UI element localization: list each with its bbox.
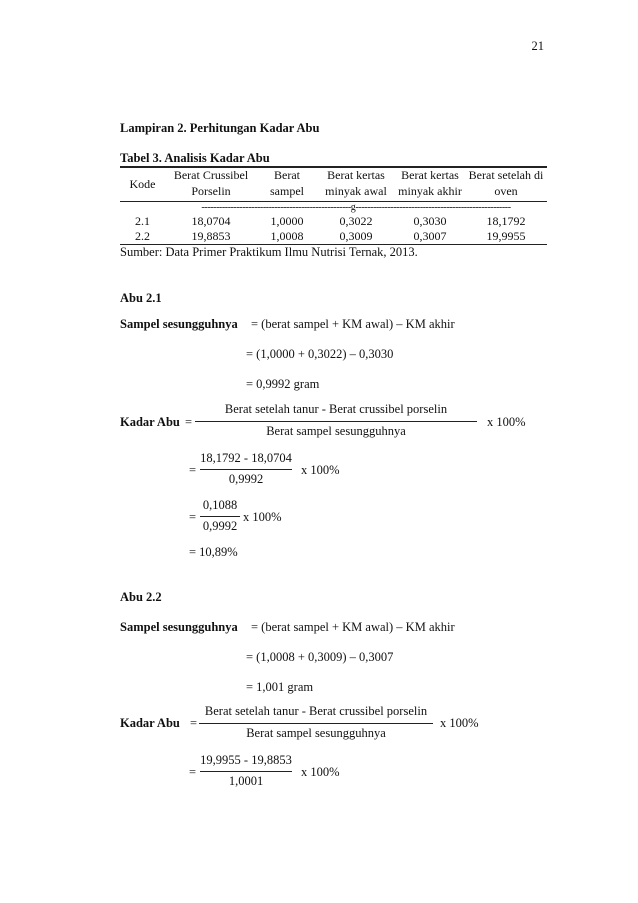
cell-sampel: 1,0008: [270, 229, 304, 243]
abu-2-2-formula-numerator: Berat setelah tanur - Berat crussibel porselin: [204, 704, 428, 718]
abu-2-1-formula-numerator: Berat setelah tanur - Berat crussibel porselin: [224, 402, 448, 416]
abu-2-1-step2-numerator: 0,1088: [202, 498, 238, 512]
abu-2-2-step1-times: x 100%: [301, 765, 340, 779]
header-kertas-akhir-line2: minyak akhir: [398, 184, 462, 198]
abu-2-1-step2-denominator: 0,9992: [202, 519, 238, 533]
header-kertas-akhir: [395, 167, 465, 199]
cell-kertas-akhir: 0,3030: [413, 214, 447, 228]
header-oven: [465, 167, 547, 199]
abu-2-2-kadar-label: Kadar Abu: [120, 716, 180, 730]
cell-oven: 19,9955: [486, 229, 526, 243]
abu-2-2-sampel-eq1: = (berat sampel + KM awal) – KM akhir: [251, 620, 455, 634]
abu-2-2-heading: Abu 2.2: [120, 590, 162, 604]
cell-oven: 18,1792: [486, 214, 526, 228]
table-source: Sumber: Data Primer Praktikum Ilmu Nutrisi Ternak, 2013.: [120, 245, 418, 259]
abu-2-1-kadar-eq: =: [185, 415, 193, 429]
abu-2-1-kadar-label: Kadar Abu: [120, 415, 180, 429]
section-title: Lampiran 2. Perhitungan Kadar Abu: [120, 121, 320, 135]
abu-2-1-sampel-label: Sampel sesungguhnya: [120, 317, 238, 331]
abu-2-1-step1-eq: =: [189, 463, 197, 477]
header-sampel-line1: Berat: [274, 168, 300, 182]
abu-2-1-formula-denominator: Berat sampel sesungguhnya: [266, 424, 406, 438]
header-crussibel-line1: Berat Crussibel: [173, 168, 249, 182]
abu-2-2-sampel-label: Sampel sesungguhnya: [120, 620, 238, 634]
cell-crussibel: 18,0704: [191, 214, 231, 228]
abu-2-2-kadar-eq: =: [190, 716, 198, 730]
abu-2-1-fraction-bar: [195, 421, 477, 422]
abu-2-1-step2-times: x 100%: [243, 510, 282, 524]
header-crussibel-line2: Porselin: [191, 184, 231, 198]
page-number: 21: [531, 39, 544, 53]
abu-2-2-step1-eq: =: [189, 765, 197, 779]
cell-kode: 2.1: [135, 214, 150, 228]
abu-2-2-step1-denominator: 1,0001: [228, 774, 264, 788]
abu-2-1-step1-numerator: 18,1792 - 18,0704: [200, 451, 292, 465]
abu-2-1-sampel-eq2: = (1,0000 + 0,3022) – 0,3030: [246, 347, 394, 361]
header-kode: Kode: [129, 177, 156, 191]
abu-2-2-step1-numerator: 19,9955 - 19,8853: [200, 753, 292, 767]
header-kertas-awal-line1: Berat kertas: [327, 168, 385, 182]
table-caption: Tabel 3. Analisis Kadar Abu: [120, 151, 270, 165]
abu-2-1-step1-denominator: 0,9992: [228, 472, 264, 486]
cell-kertas-akhir: 0,3007: [413, 229, 447, 243]
abu-2-1-result: = 10,89%: [189, 545, 238, 559]
unit-row: ---------------------------------------------------g-----------------------------------------------------: [201, 203, 511, 213]
header-oven-line2: oven: [494, 184, 518, 198]
abu-2-2-sampel-eq3: = 1,001 gram: [246, 680, 314, 694]
abu-2-1-step1-bar: [200, 469, 292, 470]
abu-2-2-sampel-eq2: = (1,0008 + 0,3009) – 0,3007: [246, 650, 394, 664]
abu-2-2-formula-times: x 100%: [440, 716, 479, 730]
abu-2-1-formula-times: x 100%: [487, 415, 526, 429]
abu-2-2-fraction-bar: [199, 723, 433, 724]
abu-2-1-step2-bar: [200, 516, 240, 517]
cell-kertas-awal: 0,3009: [339, 229, 373, 243]
abu-2-2-formula-denominator: Berat sampel sesungguhnya: [246, 726, 386, 740]
header-crussibel: [165, 167, 257, 199]
header-oven-line1: Berat setelah di: [468, 168, 544, 182]
abu-2-1-heading: Abu 2.1: [120, 291, 162, 305]
table-header-rule: [120, 201, 547, 202]
abu-2-1-sampel-eq3: = 0,9992 gram: [246, 377, 320, 391]
header-kertas-awal-line2: minyak awal: [325, 184, 387, 198]
cell-kertas-awal: 0,3022: [339, 214, 373, 228]
abu-2-1-sampel-eq1: = (berat sampel + KM awal) – KM akhir: [251, 317, 455, 331]
cell-kode: 2.2: [135, 229, 150, 243]
cell-sampel: 1,0000: [270, 214, 304, 228]
header-kertas-akhir-line1: Berat kertas: [401, 168, 459, 182]
abu-2-2-step1-bar: [200, 771, 292, 772]
header-kertas-awal: [317, 167, 395, 199]
abu-2-1-step1-times: x 100%: [301, 463, 340, 477]
header-sampel-line2: sampel: [270, 184, 304, 198]
abu-2-1-step2-eq: =: [189, 510, 197, 524]
cell-crussibel: 19,8853: [191, 229, 231, 243]
header-sampel: [257, 167, 317, 199]
